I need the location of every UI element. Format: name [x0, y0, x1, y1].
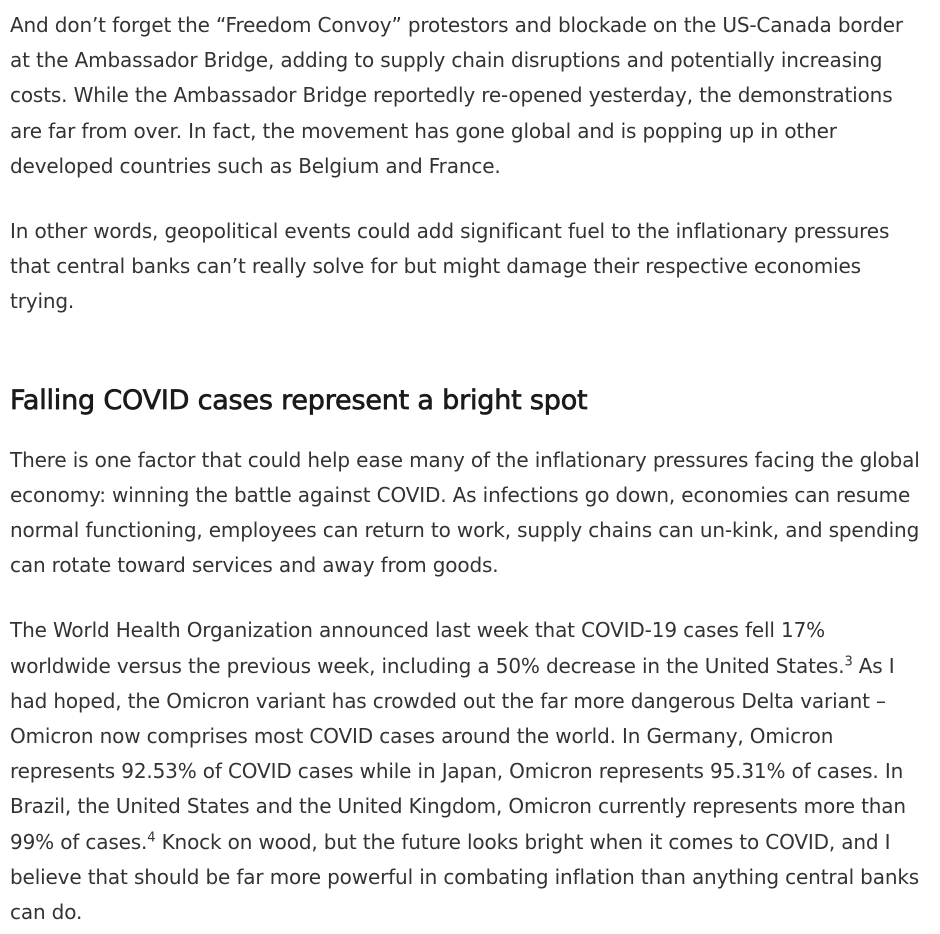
who-text-part-1: The World Health Organization announced last week that COVID-19 cases fell 17% worldwide versus the previous week, including a 50% decrease in the United States. — [10, 618, 845, 678]
paragraph-spacer — [10, 583, 920, 613]
paragraph-spacer — [10, 184, 920, 214]
paragraph-who-announcement — [10, 613, 920, 930]
footnote-ref-4[interactable]: 4 — [147, 830, 156, 845]
section-spacer — [10, 320, 920, 384]
paragraph-geopolitical-events: In other words, geopolitical events could add significant fuel to the inflationary pressures that central banks can’t really solve for but might damage their respective economies trying. — [10, 219, 890, 314]
who-text-part-2: As I had hoped, the Omicron variant has crowded out the far more dangerous Delta variant – Omicron now comprises most COVID cases around the world. In Germany, Omicron represents 92.53% of COVID cases while in Japan, Omicron represents 95.31% of cases. In Brazil, the United States and the United Kingdom, Omicron currently represents more than 99% of cases. — [10, 653, 906, 854]
paragraph-one-factor: There is one factor that could help ease many of the inflationary pressures facing the global economy: winning the battle against COVID. As infections go down, economies can resume normal functioning, employees can return to work, supply chains can un-kink, and spending can rotate toward services and away from goods. — [10, 447, 920, 578]
paragraph-freedom-convoy: And don’t forget the “Freedom Convoy” protestors and blockade on the US-Canada border at the Ambassador Bridge, adding to supply chain disruptions and potentially increasing costs. While the Ambassador Bridge reportedly re-opened yesterday, the demonstrations are far from over. In fact, the movement has gone global and is popping up in other developed countries such as Belgium and France. — [10, 13, 903, 178]
footnote-ref-3[interactable]: 3 — [844, 653, 853, 669]
who-text-part-3: Knock on wood, but the future looks bright when it comes to COVID, and I believe that should be far more powerful in combating inflation than anything central banks can do. — [10, 829, 920, 925]
section-heading: Falling COVID cases represent a bright spot — [10, 384, 588, 416]
heading-spacer — [10, 418, 920, 443]
